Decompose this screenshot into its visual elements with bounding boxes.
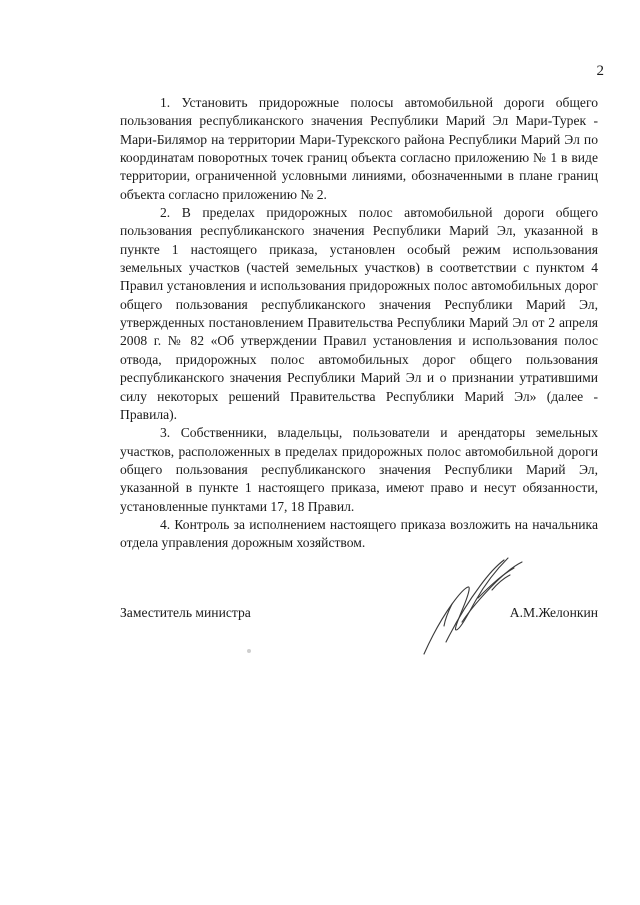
paragraph-2: 2. В пределах придорожных полос автомобильной дороги общего пользования республиканского значения Республики Марий Эл, указанной в пункте 1 настоящего приказа, установлен особый режим использования земельных участков (частей земельных участков) в соответствии с пунктом 4 Правил установления и использования придорожных полос автомобильных дорог общего пользования республиканского значения Республики Марий Эл, утвержденных постановлением Правительства Республики Марий Эл от 2 апреля 2008 г. № 82 «Об утверждении Правил установления и использования полос отвода, придорожных полос автомобильных дорог общего пользования республиканского значения Республики Марий Эл и о признании утратившими силу некоторых решений Правительства Республики Марий Эл» (далее - Правила).	[120, 205, 598, 422]
signatory-name: А.М.Желонкин	[509, 605, 598, 620]
document-body	[120, 94, 598, 553]
paragraph-4: 4. Контроль за исполнением настоящего приказа возложить на начальника отдела управления дорожным хозяйством.	[120, 516, 598, 551]
paragraph-3: 3. Собственники, владельцы, пользователи и арендаторы земельных участков, расположенных в пределах придорожных полос автомобильной дороги общего пользования республиканского значения Республики Марий Эл, указанной в пункте 1 настоящего приказа, имеют право и несут обязанности, установленные пунктами 17, 18 Правил.	[120, 425, 598, 514]
scan-speck	[247, 649, 251, 653]
page-number: 2	[596, 63, 604, 79]
handwritten-signature-icon	[418, 550, 528, 660]
signatory-title: Заместитель министра	[120, 605, 251, 620]
paragraph-1: 1. Установить придорожные полосы автомобильной дороги общего пользования республиканского значения Республики Марий Эл Мари-Турек - Мари-Билямор на территории Мари-Турекского района Республики Марий Эл по координатам поворотных точек границ объекта согласно приложению № 1 в виде территории, ограниченной условными линиями, обозначенными в плане границ объекта согласно приложению № 2.	[120, 95, 598, 202]
